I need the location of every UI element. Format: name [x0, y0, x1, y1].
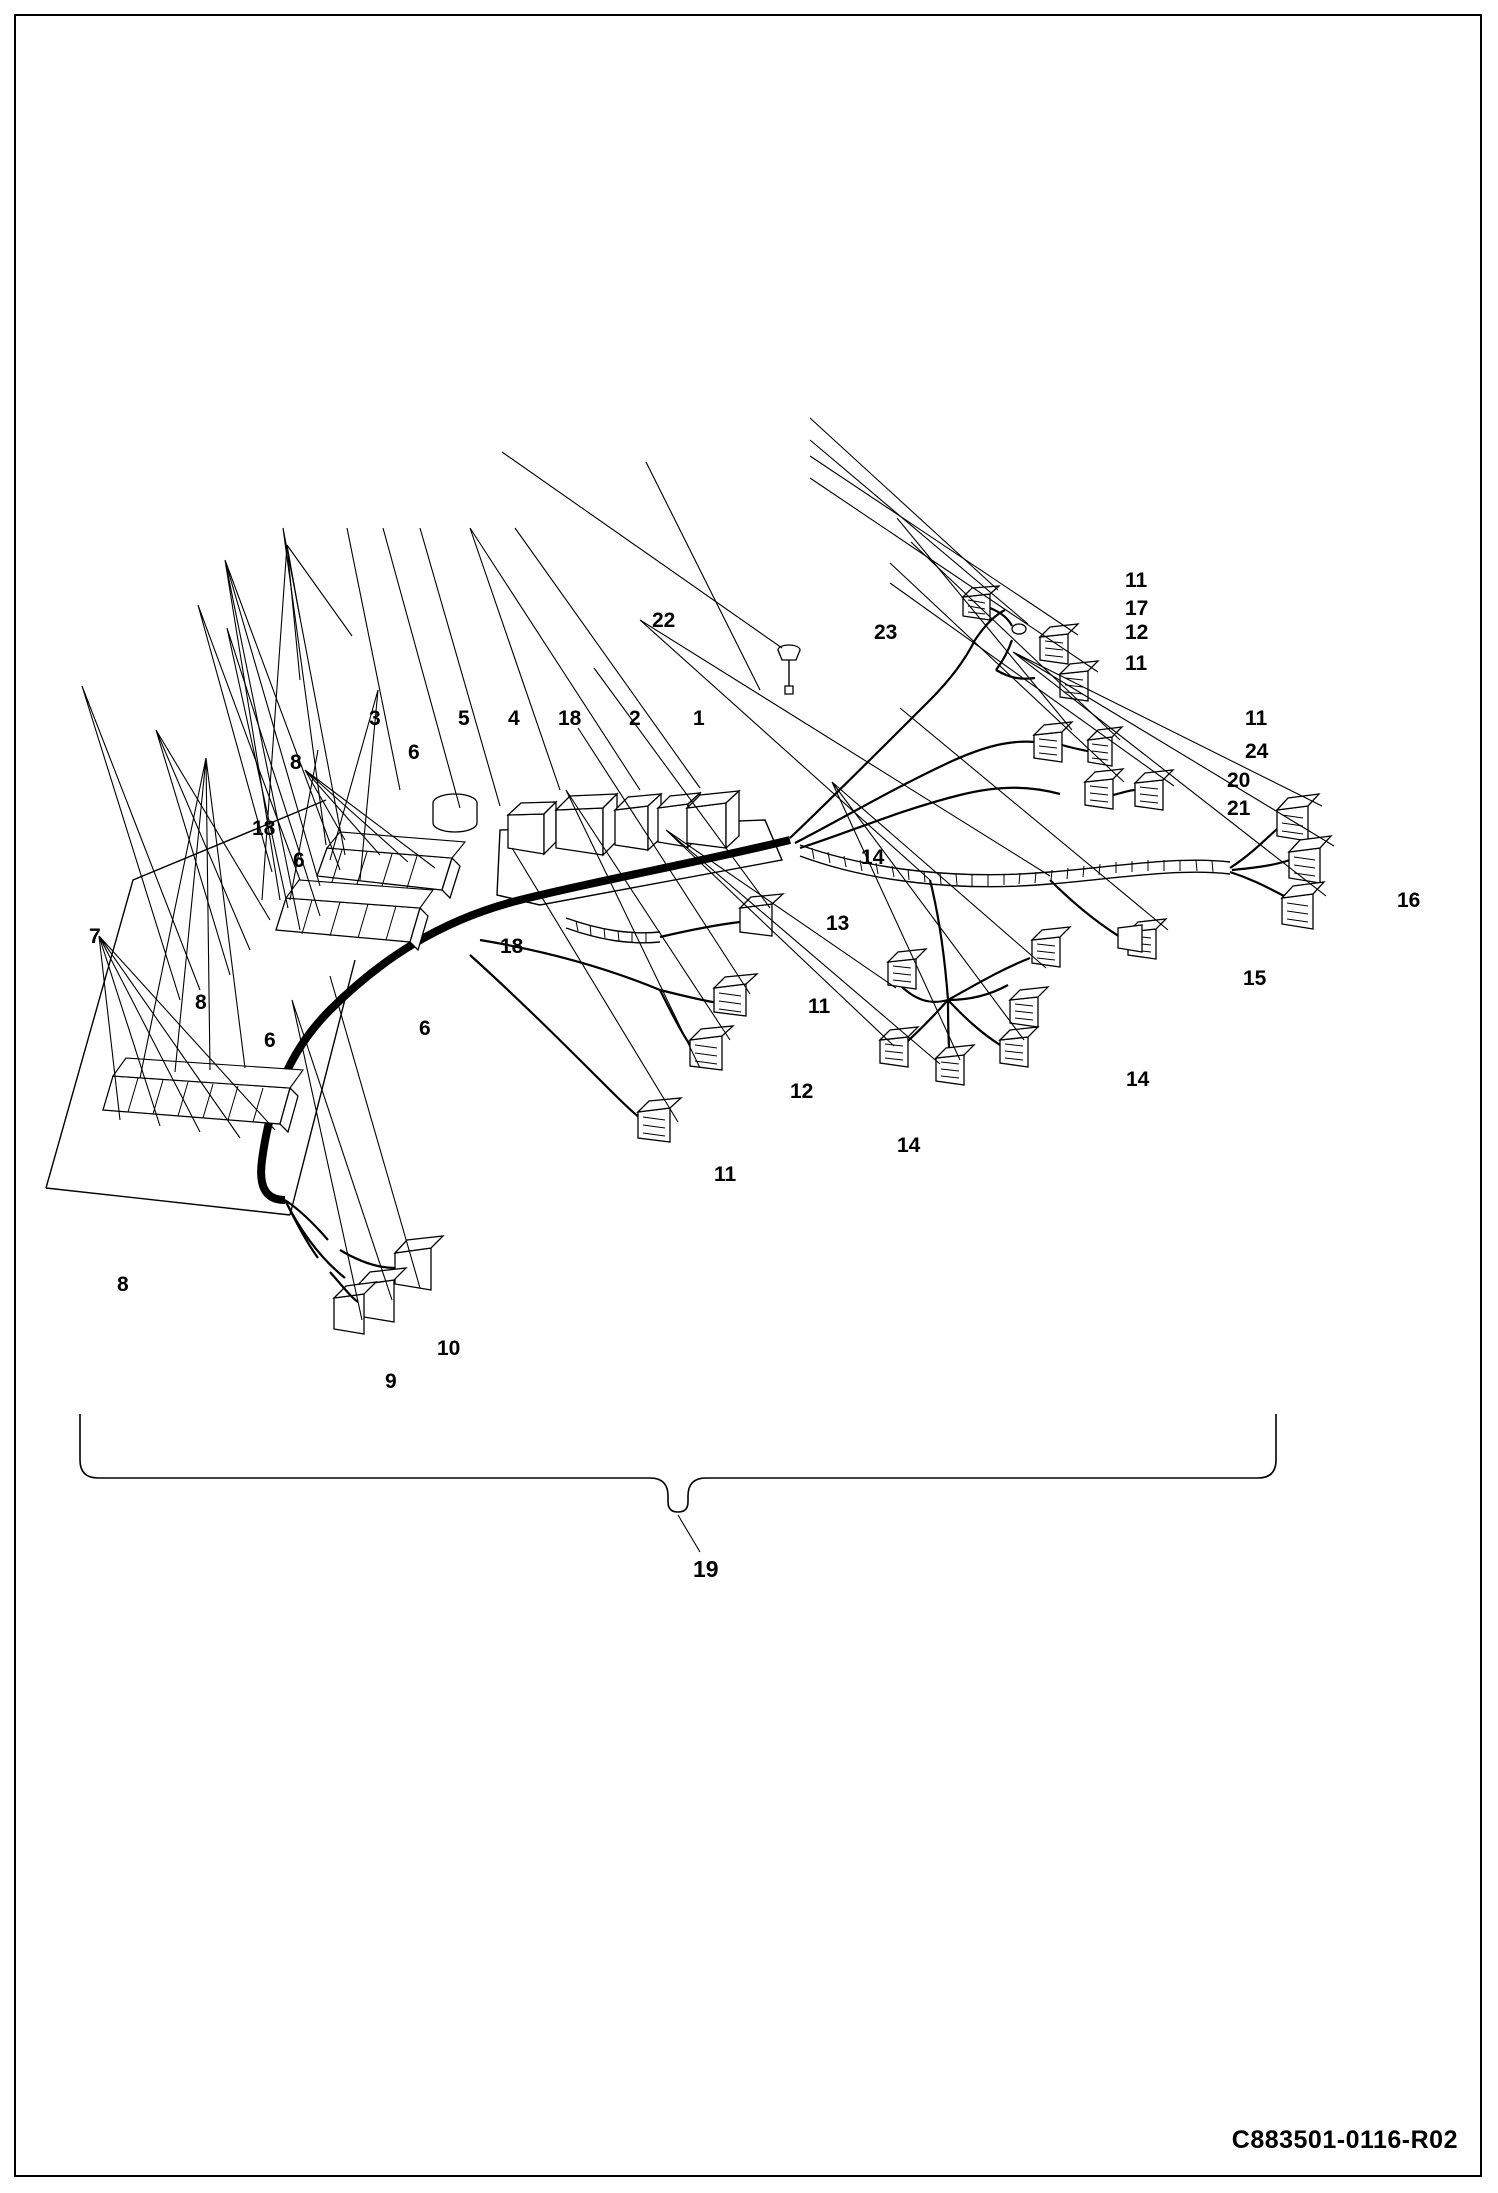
callout-10: 10: [437, 1337, 461, 1360]
callout-13: 13: [826, 912, 850, 935]
callout-8-c: 8: [117, 1273, 129, 1296]
cylinder-part-5: [433, 794, 477, 832]
callout-1: 1: [693, 707, 705, 730]
callout-11-c: 11: [1245, 707, 1268, 730]
callout-5: 5: [458, 707, 470, 730]
callout-22: 22: [652, 609, 676, 632]
callout-4: 4: [508, 707, 520, 730]
callout-7: 7: [89, 925, 101, 948]
callout-19: 19: [693, 1556, 719, 1582]
corrugated-sleeve-small: [566, 918, 660, 943]
callout-11-d: 11: [808, 995, 831, 1018]
document-code: C883501-0116-R02: [1231, 2126, 1458, 2154]
callout-3: 3: [369, 707, 381, 730]
relay-block-lower: [103, 1058, 303, 1132]
screw-part-22: [778, 645, 800, 694]
callout-15: 15: [1243, 967, 1267, 990]
branch-bottom-left: [285, 1200, 443, 1334]
callout-12-a: 12: [1125, 621, 1149, 644]
connector-15: [1050, 880, 1166, 959]
callout-14-a: 14: [861, 846, 885, 869]
callout-11-b: 11: [1125, 652, 1148, 675]
callout-8-a: 8: [290, 751, 302, 774]
callout-6-d: 6: [264, 1029, 276, 1052]
callout-2: 2: [629, 707, 641, 730]
callout-23: 23: [874, 621, 898, 644]
callout-18-c: 18: [500, 935, 524, 958]
callout-6-a: 6: [408, 741, 420, 764]
callout-20: 20: [1227, 769, 1251, 792]
callout-6-b: 6: [293, 849, 305, 872]
callout-17: 17: [1125, 597, 1149, 620]
callout-14-b: 14: [1126, 1068, 1150, 1091]
callout-14-c: 14: [897, 1134, 921, 1157]
callout-16: 16: [1397, 889, 1421, 912]
callout-21: 21: [1227, 797, 1251, 820]
callout-9: 9: [385, 1370, 397, 1393]
callout-24: 24: [1245, 740, 1269, 763]
bottom-brace: [80, 1414, 1276, 1552]
cluster-14: [880, 880, 1142, 1085]
callout-18-a: 18: [558, 707, 582, 730]
panel-components: [508, 791, 739, 855]
callout-12-b: 12: [790, 1080, 814, 1103]
callout-18-b: 18: [252, 817, 276, 840]
callout-11-a: 11: [1125, 569, 1148, 592]
branch-mid-right-11-24: [795, 722, 1122, 843]
callout-11-e: 11: [714, 1163, 737, 1186]
leader-lines: [82, 418, 1334, 1320]
callout-8-b: 8: [195, 991, 207, 1014]
branch-center-bottom: [470, 940, 757, 1142]
callout-6-c: 6: [419, 1017, 431, 1040]
